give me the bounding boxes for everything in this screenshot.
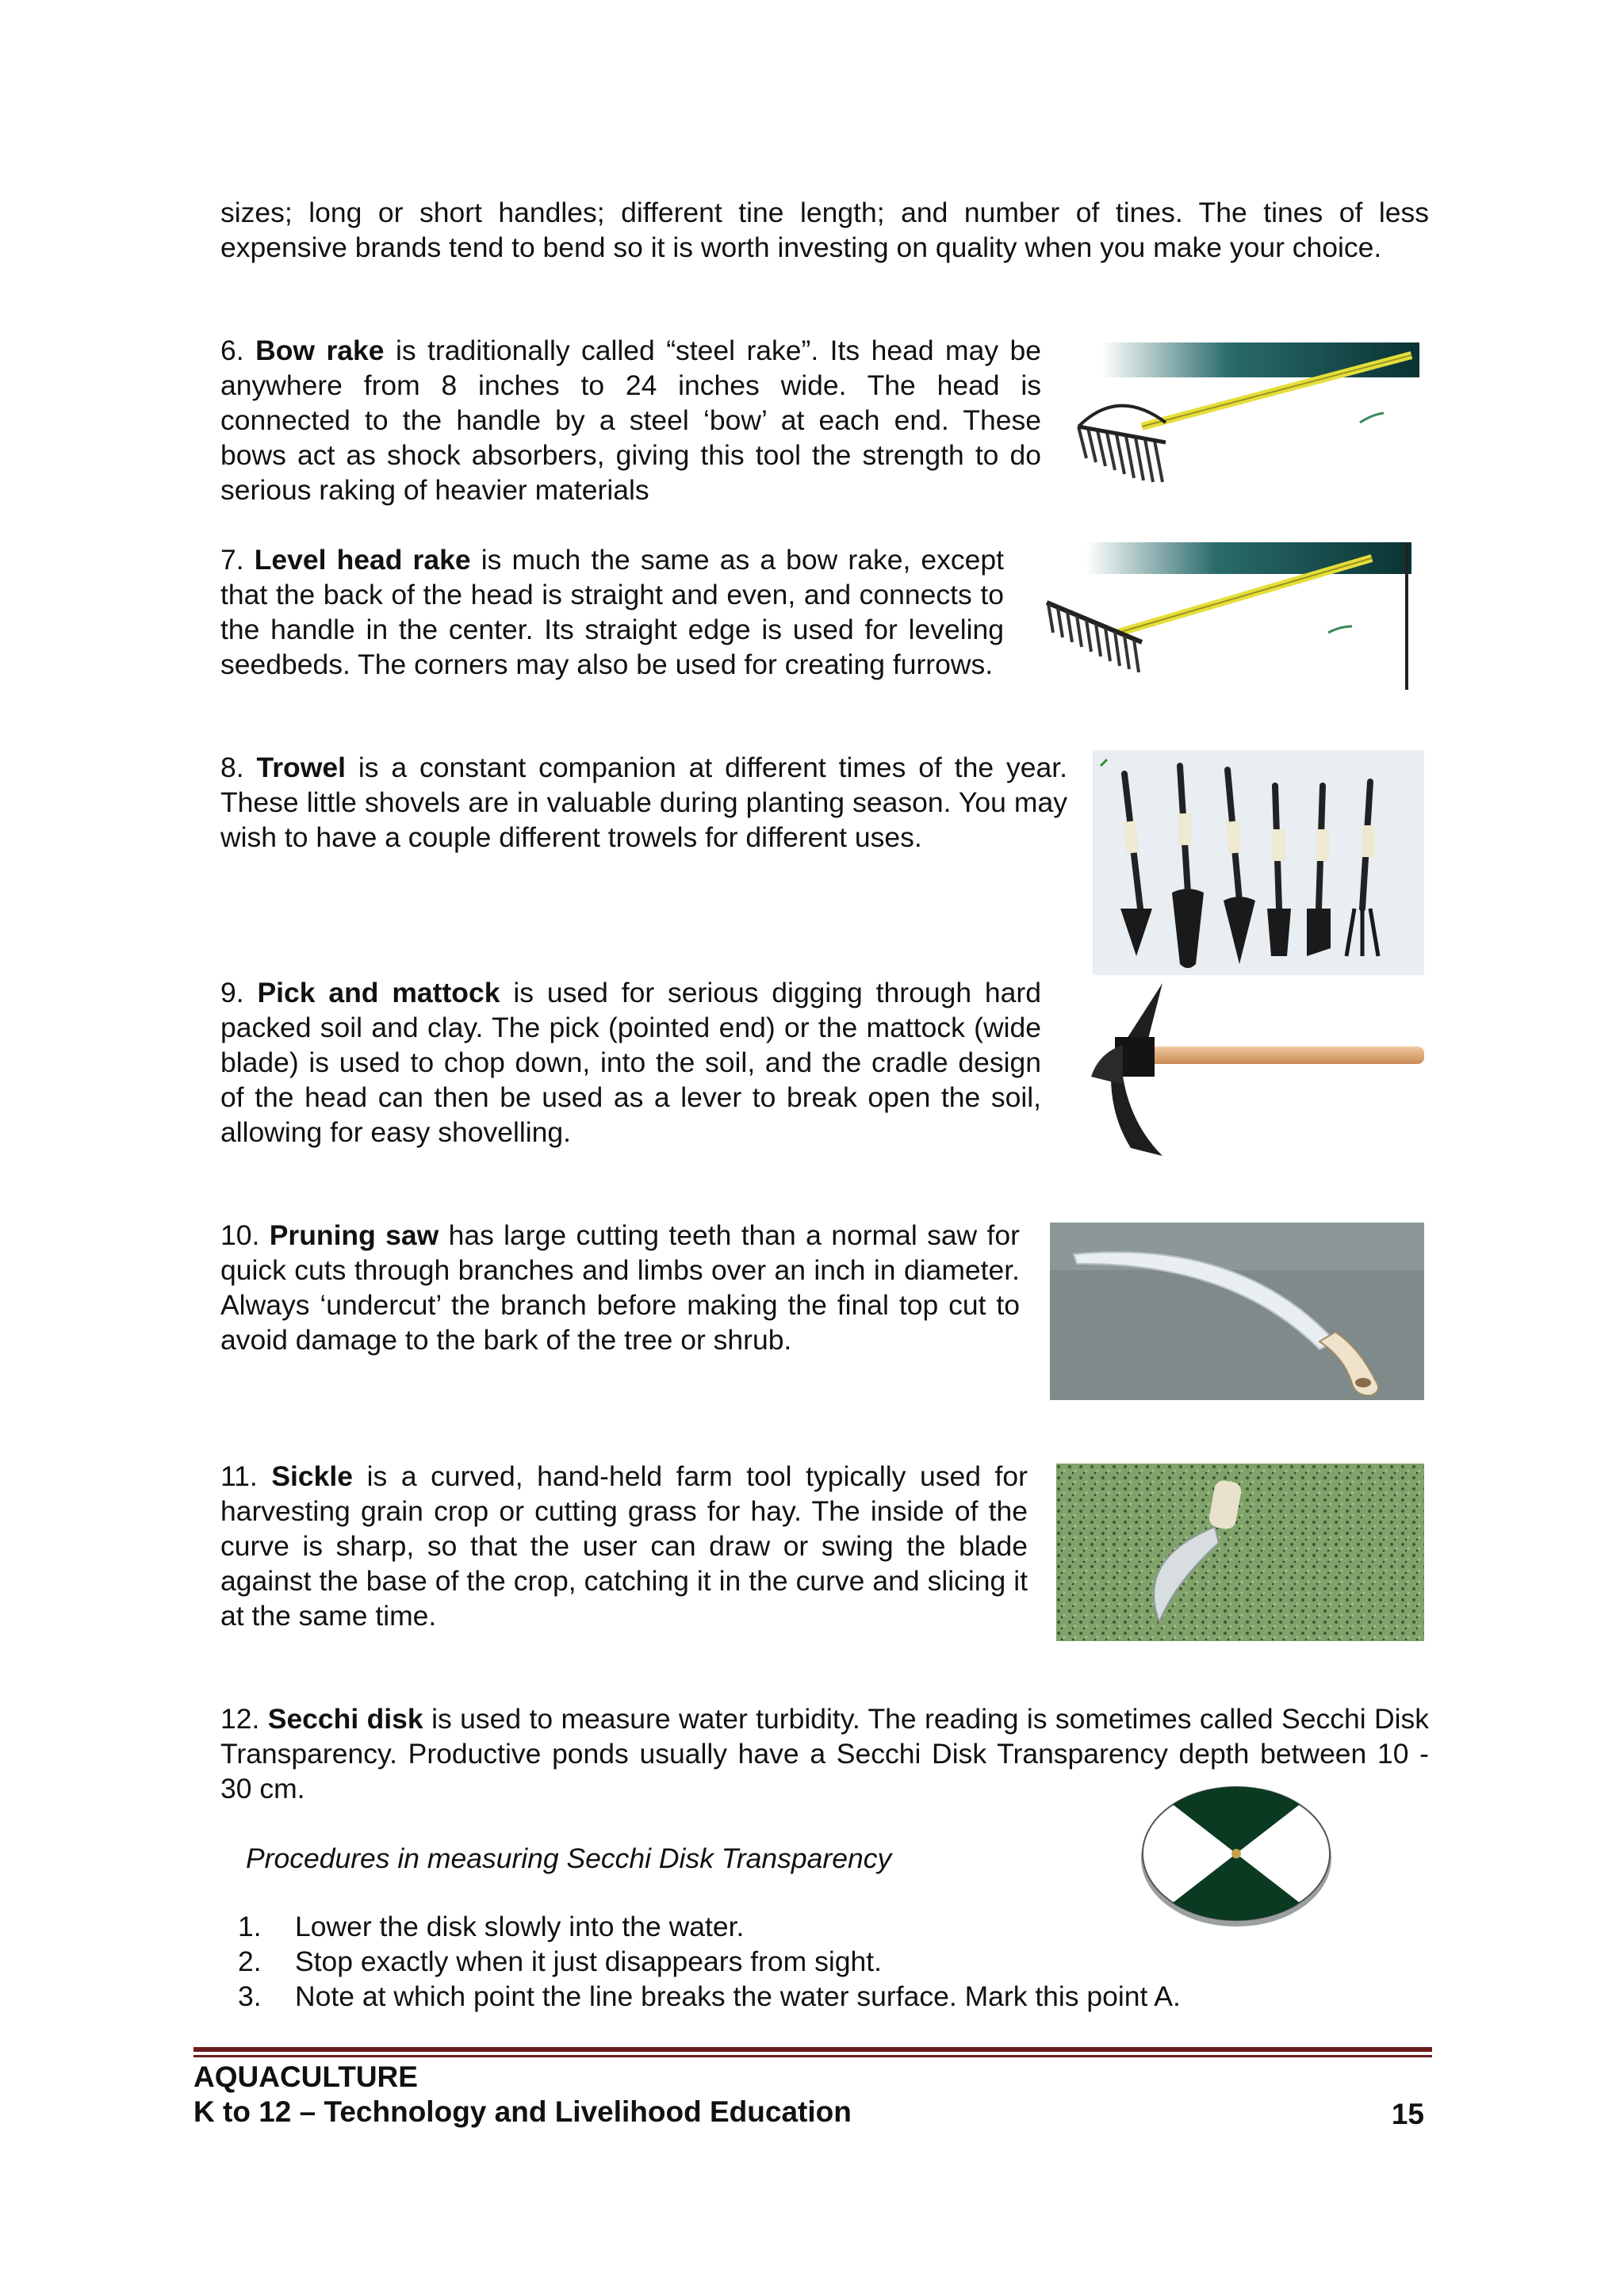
step-number: 2. (238, 1946, 262, 1977)
tool-pick-mattock (220, 975, 1041, 1150)
tool-name: Pick and mattock (257, 977, 500, 1008)
tool-trowel (220, 750, 1067, 855)
tool-sickle (220, 1459, 1028, 1633)
secchi-disk-icon (1137, 1782, 1335, 1930)
tool-name: Trowel (256, 752, 346, 783)
footer-rule-top (193, 2047, 1432, 2052)
tool-bow-rake (220, 333, 1041, 507)
tool-num: 6. (220, 335, 244, 366)
tool-name: Pruning saw (269, 1219, 439, 1251)
tool-desc: is traditionally called “steel rake”. Its head may be anywhere from 8 inches to 24 inches wide. The head is connected to the handle by a steel ‘bow’ at each end. These bows act as shock absorbers, giving this tool the strength to do serious raking of heavier materials (220, 335, 1042, 506)
step-text: Stop exactly when it just disappears from sight. (295, 1946, 882, 1977)
tool-desc: is much the same as a bow rake, except that the back of the head is straight and even, and connects to the handle in the center. Its straight edge is used for leveling seedbeds. The corners may also be used for creating furrows. (220, 544, 1004, 680)
tool-num: 9. (220, 977, 244, 1008)
bow-rake-icon (1071, 339, 1419, 490)
tool-name: Level head rake (254, 544, 471, 576)
step-text: Lower the disk slowly into the water. (295, 1911, 745, 1942)
tool-name: Sickle (271, 1460, 353, 1492)
tool-desc: is used for serious digging through hard packed soil and clay. The pick (pointed end) or the mattock (wide blade) is used to chop down, into the soil, and the cradle design of the head can then be used as a lever to break open the soil, allowing for easy shovelling. (220, 977, 1041, 1148)
pruning-saw-icon (1050, 1223, 1424, 1400)
pick-mattock-icon (1067, 982, 1426, 1158)
tool-num: 10. (220, 1219, 260, 1251)
list-item (238, 1944, 1181, 1979)
page-number: 15 (1391, 2098, 1424, 2130)
step-text: Note at which point the line breaks the water surface. Mark this point A. (295, 1980, 1181, 2012)
footer-title: AQUACULTURE (193, 2061, 418, 2093)
footer-rule-bottom (193, 2055, 1432, 2057)
procedure-title: Procedures in measuring Secchi Disk Transparency (246, 1843, 892, 1874)
tool-desc: is a curved, hand-held farm tool typically used for harvesting grain crop or cutting grass for hay. The inside of the curve is sharp, so that the user can draw or swing the blade against the base of the crop, catching it in the curve and slicing it at the same time. (220, 1460, 1028, 1632)
step-number: 1. (238, 1911, 262, 1942)
list-item (238, 1979, 1181, 2014)
trowels-icon (1093, 750, 1424, 975)
tool-name: Secchi disk (267, 1703, 423, 1735)
level-head-rake-icon (1039, 539, 1411, 698)
tool-pruning-saw (220, 1218, 1020, 1357)
tool-name: Bow rake (255, 335, 385, 366)
procedure-steps (238, 1909, 1181, 2014)
footer-subtitle: K to 12 – Technology and Livelihood Education (193, 2095, 852, 2128)
list-item (238, 1909, 1181, 1944)
tool-num: 7. (220, 544, 244, 576)
tool-num: 11. (220, 1460, 258, 1492)
sickle-icon (1056, 1464, 1424, 1641)
intro-paragraph: sizes; long or short handles; different tine length; and number of tines. The tines of less expensive brands tend to bend so it is worth investing on quality when you make your choice. (220, 197, 1429, 263)
tool-num: 8. (220, 752, 244, 783)
tool-level-head-rake (220, 542, 1004, 682)
tool-num: 12. (220, 1703, 260, 1735)
step-number: 3. (238, 1980, 262, 2012)
tool-desc: is a constant companion at different times of the year. These little shovels are in valuable during planting season. You may wish to have a couple different trowels for different uses. (220, 752, 1067, 853)
tool-desc: is used to measure water turbidity. The reading is sometimes called Secchi Disk Transparency. Productive ponds usually have a Secchi Disk Transparency depth between 10 - 30 cm. (220, 1703, 1429, 1804)
tool-desc: has large cutting teeth than a normal saw for quick cuts through branches and limbs over an inch in diameter. Always ‘undercut’ the branch before making the final top cut to avoid damage to the bark of the tree or shrub. (220, 1219, 1020, 1356)
